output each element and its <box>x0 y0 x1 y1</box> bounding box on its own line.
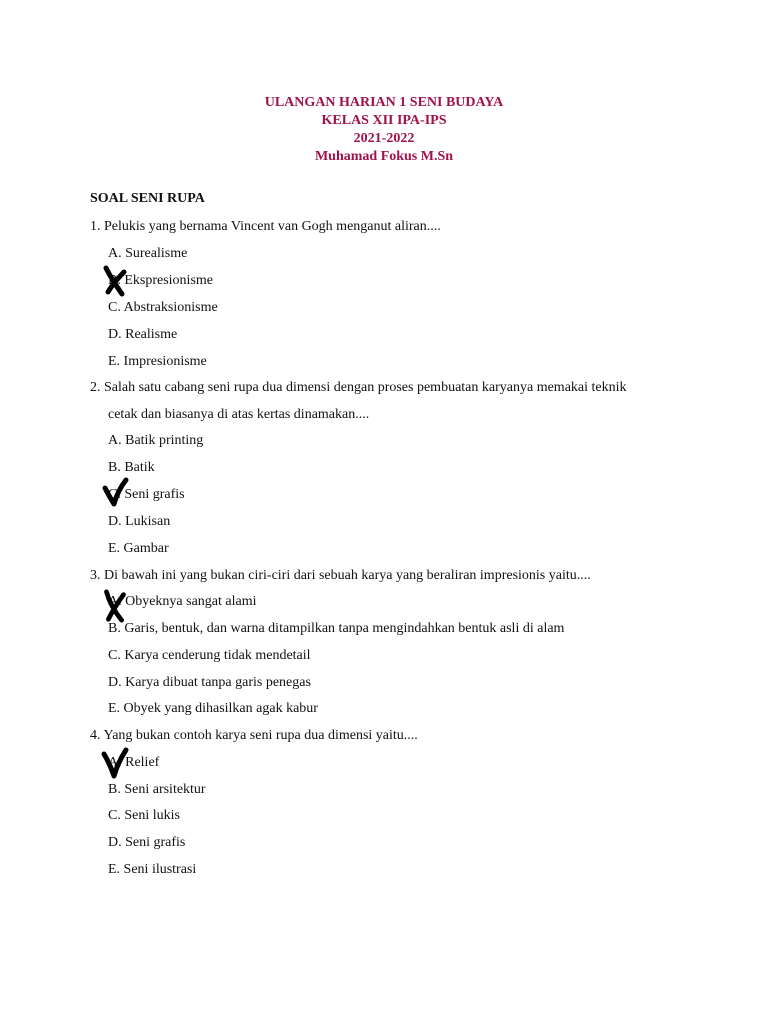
q2-option-a: A. Batik printing <box>108 433 204 448</box>
q3-option-a: A. Obyeknya sangat alami <box>108 594 257 609</box>
check-mark-icon <box>100 746 130 780</box>
question-2: 2. Salah satu cabang seni rupa dua dimensi dengan proses pembuatan karyanya memakai teknik <box>90 380 627 395</box>
q2-option-d: D. Lukisan <box>108 514 171 529</box>
q2-option-c: C. Seni grafis <box>108 487 185 502</box>
q4-option-d: D. Seni grafis <box>108 835 186 850</box>
q4-option-a: A. Relief <box>108 755 160 770</box>
question-2-continued: cetak dan biasanya di atas kertas dinamakan.... <box>108 407 370 422</box>
section-title: SOAL SENI RUPA <box>90 191 205 206</box>
document-header <box>0 94 768 166</box>
teacher-name: Muhamad Fokus M.Sn <box>314 149 454 164</box>
q1-option-d: D. Realisme <box>108 327 178 342</box>
x-mark-icon <box>100 589 130 623</box>
question-4: 4. Yang bukan contoh karya seni rupa dua dimensi yaitu.... <box>90 728 418 743</box>
exam-title: ULANGAN HARIAN 1 SENI BUDAYA <box>264 95 504 110</box>
q2-option-b: B. Batik <box>108 460 155 475</box>
question-3: 3. Di bawah ini yang bukan ciri-ciri dari sebuah karya yang beraliran impresionis yaitu.... <box>90 568 591 583</box>
check-mark-icon <box>100 476 130 510</box>
q3-option-c: C. Karya cenderung tidak mendetail <box>108 648 311 663</box>
q1-option-a: A. Surealisme <box>108 246 188 261</box>
q2-option-e: E. Gambar <box>108 541 169 556</box>
q4-option-c: C. Seni lukis <box>108 808 180 823</box>
class-label: KELAS XII IPA-IPS <box>321 113 447 128</box>
q1-option-e: E. Impresionisme <box>108 354 207 369</box>
q4-option-e: E. Seni ilustrasi <box>108 862 197 877</box>
q1-option-c: C. Abstraksionisme <box>108 300 218 315</box>
q1-option-b: B. Ekspresionisme <box>108 273 213 288</box>
q4-option-b: B. Seni arsitektur <box>108 782 206 797</box>
question-1: 1. Pelukis yang bernama Vincent van Gogh menganut aliran.... <box>90 219 441 234</box>
x-mark-icon <box>100 264 130 298</box>
q3-option-b: B. Garis, bentuk, dan warna ditampilkan tanpa mengindahkan bentuk asli di alam <box>108 621 565 636</box>
q3-option-e: E. Obyek yang dihasilkan agak kabur <box>108 701 318 716</box>
q3-option-d: D. Karya dibuat tanpa garis penegas <box>108 675 311 690</box>
school-year: 2021-2022 <box>353 131 415 146</box>
